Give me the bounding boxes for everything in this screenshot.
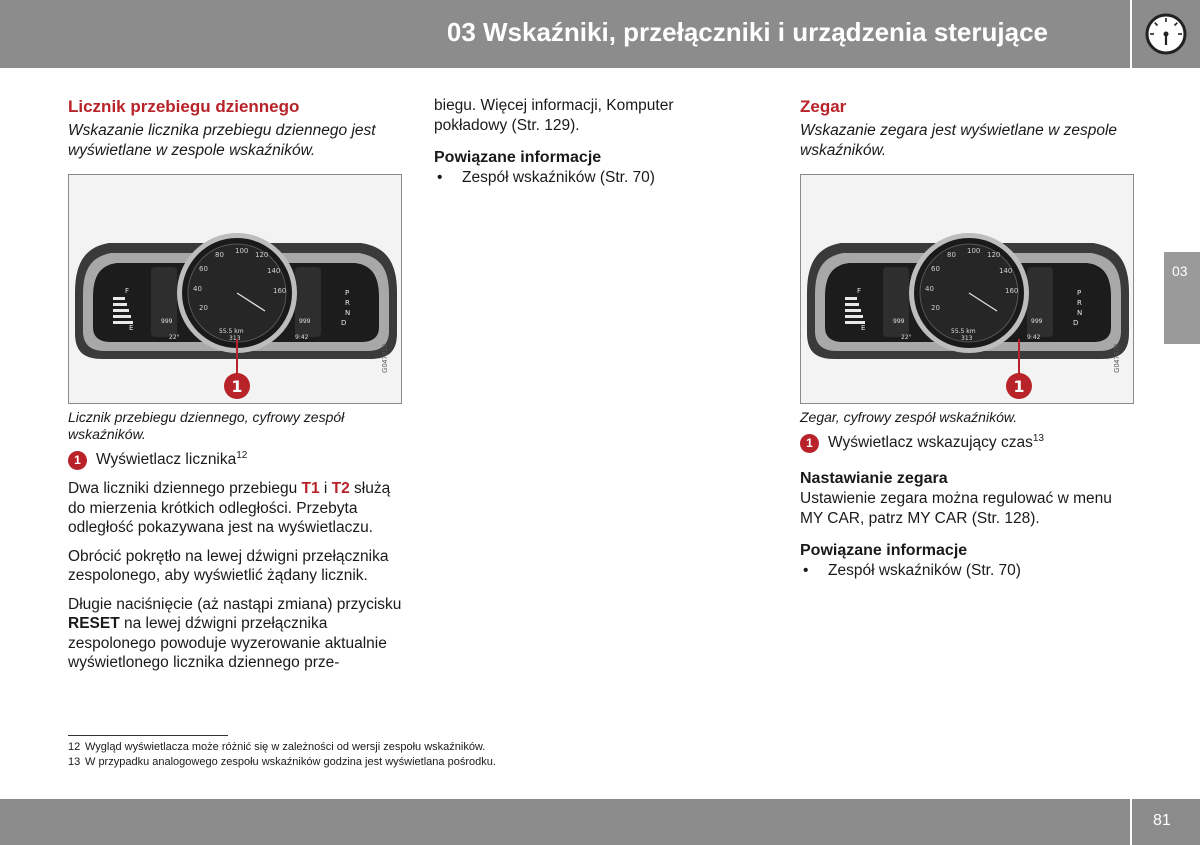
paragraph-select-counter: Obrócić pokrętło na lewej dźwigni przełącznika zespolonego, aby wyświetlić żądany licznik. bbox=[68, 547, 389, 584]
svg-text:40: 40 bbox=[193, 285, 202, 293]
left-column-body bbox=[68, 409, 403, 673]
callout-badge: 1 bbox=[800, 434, 819, 453]
svg-text:140: 140 bbox=[999, 267, 1013, 275]
bullet-marker: • bbox=[803, 562, 809, 579]
related-info-link[interactable]: Zespół wskaźników (Str. 70) bbox=[462, 169, 655, 186]
page-number: 81 bbox=[1153, 812, 1171, 829]
paragraph-continuation: biegu. Więcej informacji, Komputer pokładowy (Str. 129). bbox=[434, 97, 674, 134]
gauge-trip-readout: 55.5 km bbox=[951, 328, 976, 335]
footnote-ref-12: 12 bbox=[236, 450, 248, 461]
footnote-divider bbox=[68, 735, 228, 736]
svg-text:100: 100 bbox=[235, 247, 249, 255]
left-column bbox=[68, 96, 403, 160]
gauge-odo-readout: 313 bbox=[229, 335, 241, 342]
gauge-clock-readout: 9:42 bbox=[295, 334, 309, 341]
callout-text: Wyświetlacz licznika$^{12}$ bbox=[96, 450, 248, 468]
figure-trip-meter bbox=[68, 174, 402, 404]
gauge-temp-readout: 22° bbox=[901, 334, 912, 341]
related-info-heading: Powiązane informacje bbox=[434, 149, 602, 166]
footnote-ref-13: 13 bbox=[1032, 433, 1044, 444]
related-info-item[interactable] bbox=[434, 168, 744, 188]
right-column-body bbox=[800, 409, 1135, 581]
svg-text:N: N bbox=[345, 309, 351, 317]
keyword-reset: RESET bbox=[68, 615, 120, 632]
svg-text:E: E bbox=[129, 324, 134, 332]
gauge-range-readout-right: 999 bbox=[1031, 318, 1043, 325]
svg-text:120: 120 bbox=[987, 251, 1001, 259]
svg-text:R: R bbox=[1077, 299, 1082, 307]
paragraph-reset-counter: Długie naciśnięcie (aż nastąpi zmiana) przycisku RESET na lewej dźwigni przełącznika zespolonego powoduje wyzerowanie aktualnie wyświetlonego licznika dziennego prze- bbox=[68, 595, 402, 671]
svg-text:160: 160 bbox=[1005, 287, 1019, 295]
figure-callout-number: 1 bbox=[1013, 377, 1025, 396]
chapter-side-tab bbox=[1164, 252, 1200, 344]
section-lead-clock: Wskazanie zegara jest wyświetlane w zespole wskaźników. bbox=[800, 122, 1118, 159]
section-lead-trip: Wskazanie licznika przebiegu dziennego jest wyświetlane w zespole wskaźników. bbox=[68, 122, 376, 159]
related-info-link[interactable]: Zespół wskaźników (Str. 70) bbox=[828, 562, 1021, 579]
gauge-trip-readout: 55.5 km bbox=[219, 328, 244, 335]
figure-code: G047820 bbox=[1114, 344, 1121, 373]
svg-text:160: 160 bbox=[273, 287, 287, 295]
svg-text:100: 100 bbox=[967, 247, 981, 255]
callout-trip-display bbox=[68, 450, 403, 470]
speedometer-gauge-icon bbox=[1144, 12, 1188, 56]
svg-text:120: 120 bbox=[255, 251, 269, 259]
chapter-side-tab-label: 03 bbox=[1172, 263, 1188, 279]
footnote-13: 13 W przypadku analogowego zespołu wskaźników godzina jest wyświetlana pośrodku. bbox=[68, 756, 496, 768]
svg-text:R: R bbox=[345, 299, 350, 307]
instrument-cluster-illustration bbox=[801, 175, 1135, 405]
instrument-cluster-illustration bbox=[69, 175, 403, 405]
page-number-box bbox=[1132, 799, 1200, 845]
middle-column bbox=[434, 96, 744, 188]
gauge-temp-readout: 22° bbox=[169, 334, 180, 341]
gauge-odo-readout: 313 bbox=[961, 335, 973, 342]
gauge-range-readout: 999 bbox=[893, 318, 905, 325]
clock-setting-heading: Nastawianie zegara bbox=[800, 470, 948, 487]
svg-text:P: P bbox=[1077, 289, 1082, 297]
svg-text:80: 80 bbox=[947, 251, 956, 259]
svg-text:D: D bbox=[341, 319, 347, 327]
svg-text:20: 20 bbox=[199, 304, 208, 312]
page-header bbox=[0, 0, 1130, 68]
svg-text:60: 60 bbox=[931, 265, 940, 273]
svg-text:40: 40 bbox=[925, 285, 934, 293]
figure-callout-number: 1 bbox=[231, 377, 243, 396]
gauge-clock-readout: 9:42 bbox=[1027, 334, 1041, 341]
section-heading-trip: Licznik przebiegu dziennego bbox=[68, 97, 300, 116]
svg-text:60: 60 bbox=[199, 265, 208, 273]
figure-clock bbox=[800, 174, 1134, 404]
svg-text:D: D bbox=[1073, 319, 1079, 327]
callout-clock-display bbox=[800, 433, 1135, 453]
svg-text:F: F bbox=[857, 287, 862, 295]
page-footer bbox=[0, 799, 1130, 845]
paragraph-trip-counters: Dwa liczniki dziennego przebiegu T1 i T2 służą do mierzenia krótkich odległości. Przebyta odległość pokazywana jest na wyświetlaczu. bbox=[68, 480, 391, 536]
figure-caption-clock: Zegar, cyfrowy zespół wskaźników. bbox=[800, 409, 1018, 425]
figure-caption-trip: Licznik przebiegu dziennego, cyfrowy zespół wskaźników. bbox=[68, 409, 345, 442]
gauge-range-readout-right: 999 bbox=[299, 318, 311, 325]
section-heading-clock: Zegar bbox=[800, 97, 847, 116]
svg-text:P: P bbox=[345, 289, 350, 297]
gauge-range-readout: 999 bbox=[161, 318, 173, 325]
callout-badge: 1 bbox=[68, 451, 87, 470]
keyword-t1: T1 bbox=[301, 480, 320, 497]
related-info-heading: Powiązane informacje bbox=[800, 542, 968, 559]
clock-setting-text: Ustawienie zegara można regulować w menu MY CAR, patrz MY CAR (Str. 128). bbox=[800, 490, 1112, 527]
svg-text:F: F bbox=[125, 287, 130, 295]
chapter-icon-box bbox=[1132, 0, 1200, 68]
chapter-title: 03 Wskaźniki, przełączniki i urządzenia sterujące bbox=[446, 17, 1048, 47]
footnote-12: 12 Wygląd wyświetlacza może różnić się w zależności od wersji zespołu wskaźników. bbox=[68, 741, 486, 753]
callout-text: Wyświetlacz wskazujący czas$^{13}$ bbox=[828, 433, 1044, 451]
related-info-item[interactable] bbox=[800, 561, 1135, 581]
svg-text:E: E bbox=[861, 324, 866, 332]
svg-text:N: N bbox=[1077, 309, 1083, 317]
bullet-marker: • bbox=[437, 169, 443, 186]
svg-text:20: 20 bbox=[931, 304, 940, 312]
right-column bbox=[800, 96, 1135, 160]
figure-code: G047819 bbox=[382, 344, 389, 373]
svg-text:140: 140 bbox=[267, 267, 281, 275]
svg-text:80: 80 bbox=[215, 251, 224, 259]
keyword-t2: T2 bbox=[331, 480, 350, 497]
